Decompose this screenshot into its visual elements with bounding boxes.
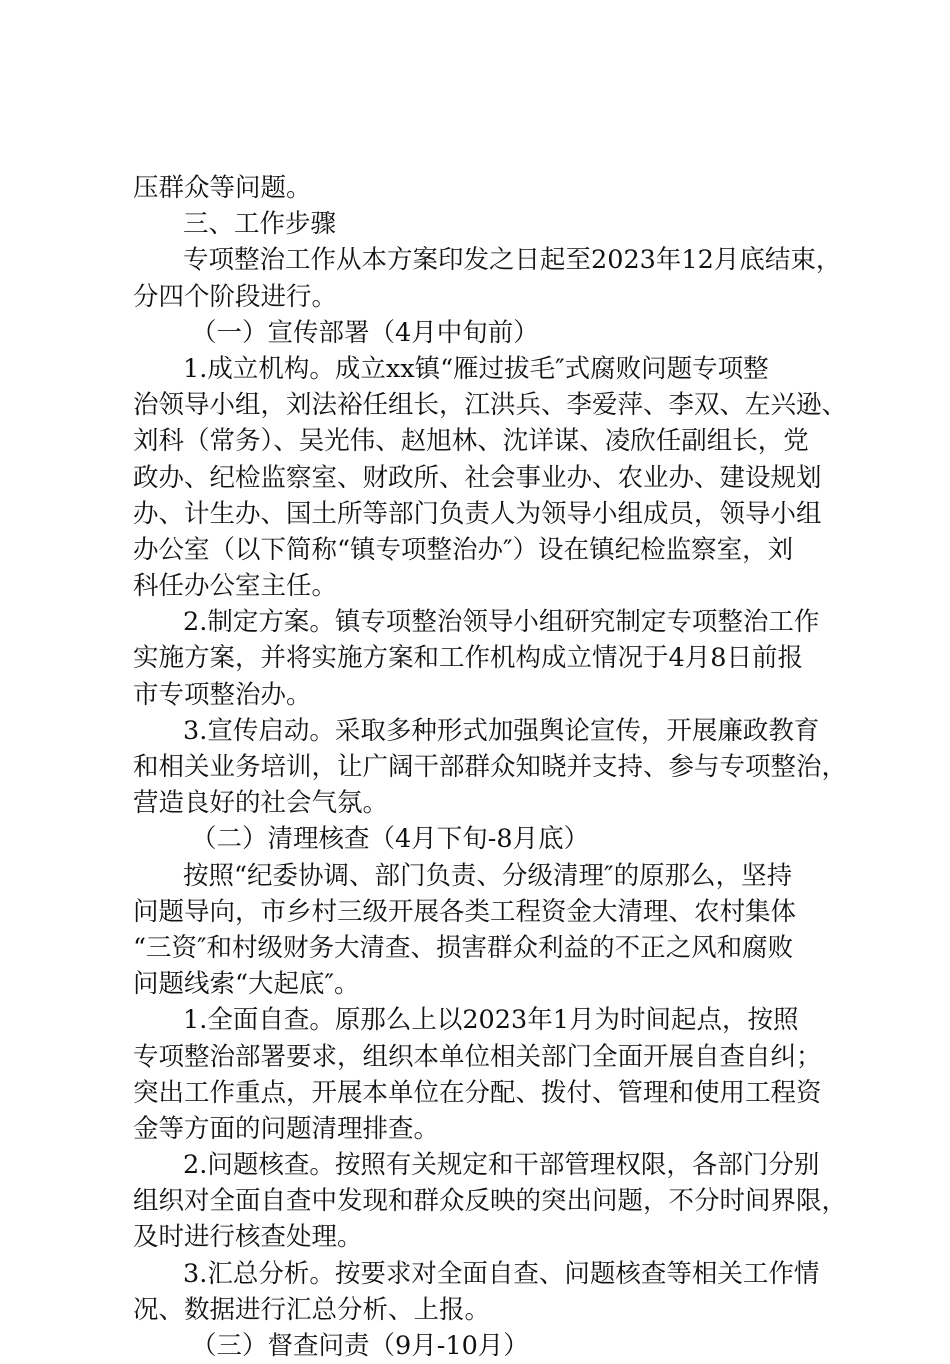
text-line: 营造良好的社会气氛。 (133, 788, 389, 819)
text-line: （二）清理核查（4月下旬-8月底） (191, 824, 590, 855)
text-line: 1.全面自查。原那么上以2023年1月为时间起点，按照 (183, 1005, 799, 1036)
text-line: 问题线索“大起底″。 (133, 969, 360, 1000)
text-line: 问题导向，市乡村三级开展各类工程资金大清理、农村集体 (133, 896, 797, 927)
text-line: 和相关业务培训，让广阔干部群众知晓并支持、参与专项整治， (133, 752, 848, 782)
text-line: （一）宣传部署（4月中旬前） (191, 317, 539, 348)
text-line: 治领导小组，刘法裕任组长，江洪兵、李爱萍、李双、左兴逊、 (133, 390, 848, 421)
text-line: 压群众等问题。 (133, 173, 312, 203)
document-body (133, 170, 848, 1364)
text-line: 3.汇总分析。按要求对全面自查、问题核查等相关工作情 (183, 1258, 820, 1289)
text-line: 2.制定方案。镇专项整治领导小组研究制定专项整治工作 (183, 607, 820, 638)
text-line: 按照“纪委协调、部门负责、分级清理″的原那么，坚持 (183, 860, 793, 891)
text-line: 况、数据进行汇总分析、上报。 (133, 1294, 491, 1325)
text-line: 政办、纪检监察室、财政所、社会事业办、农业办、建设规划 (133, 462, 822, 493)
text-line: 突出工作重点，开展本单位在分配、拨付、管理和使用工程资 (133, 1077, 822, 1108)
text-line: 分四个阶段进行。 (133, 281, 338, 312)
text-line: 刘科（常务）、吴光伟、赵旭林、沈详谋、凌欣任副组长，党 (133, 426, 809, 457)
text-line: （三）督查问责（9月-10月） (191, 1331, 529, 1361)
text-line: 办、计生办、国土所等部门负责人为领导小组成员，领导小组 (133, 498, 822, 529)
text-line: 三、工作步骤 (183, 209, 337, 240)
text-line: 专项整治部署要求，组织本单位相关部门全面开展自查自纠； (133, 1041, 822, 1072)
text-line: 办公室（以下简称“镇专项整治办″）设在镇纪检监察室，刘 (133, 534, 794, 565)
text-line: 科任办公室主任。 (133, 571, 338, 602)
text-line: 市专项整治办。 (133, 679, 312, 710)
text-line: 及时进行核查处理。 (133, 1222, 363, 1253)
text-line: “三资″和村级财务大清查、损害群众利益的不正之风和腐败 (133, 932, 794, 963)
text-line: 金等方面的问题清理排查。 (133, 1113, 440, 1144)
text-line: 专项整治工作从本方案印发之日起至2023年12月底结束， (183, 245, 842, 276)
text-line: 实施方案，并将实施方案和工作机构成立情况于4月8日前报 (133, 643, 803, 674)
text-line: 2.问题核查。按照有关规定和干部管理权限，各部门分别 (183, 1150, 820, 1181)
text-line: 1.成立机构。成立xx镇“雁过拔毛″式腐败问题专项整 (183, 353, 769, 384)
text-line: 3.宣传启动。采取多种形式加强舆论宣传，开展廉政教育 (183, 715, 820, 746)
text-line: 组织对全面自查中发现和群众反映的突出问题，不分时间界限， (133, 1186, 848, 1217)
